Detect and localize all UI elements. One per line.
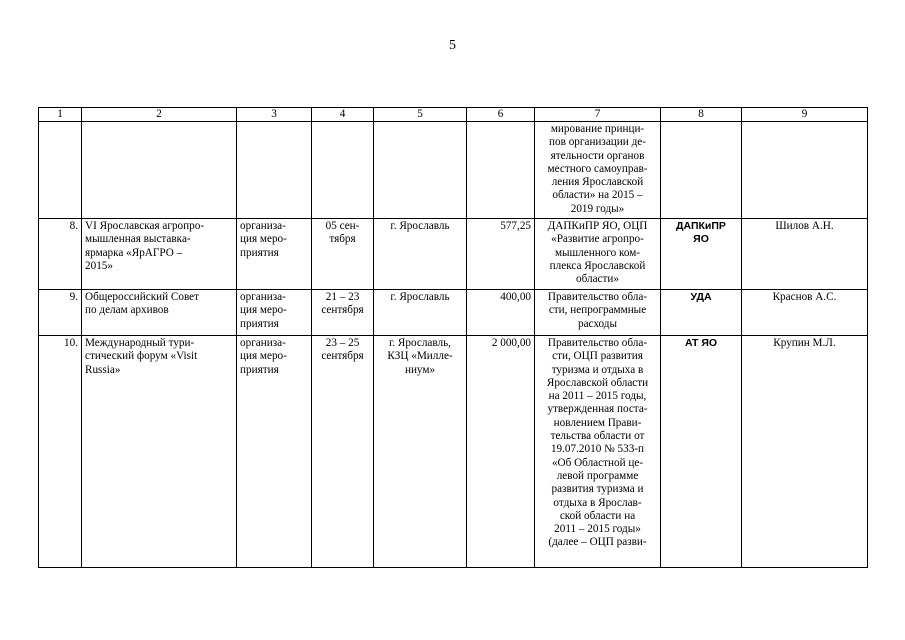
table-row-continuation: [39, 122, 868, 219]
event-amount: 577,25: [467, 219, 535, 290]
participation-type: организа- ция меро- приятия: [237, 336, 312, 568]
participation-type: организа- ция меро- приятия: [237, 290, 312, 336]
event-place: [374, 122, 467, 219]
row-number: 9.: [39, 290, 82, 336]
responsible-person: Шилов А.Н.: [742, 219, 868, 290]
organizer: ДАПКиПР ЯО: [661, 219, 742, 290]
organizer: АТ ЯО: [661, 336, 742, 568]
header-row: [39, 108, 868, 122]
header-cell-1: 1: [39, 108, 82, 122]
header-cell-6: 6: [467, 108, 535, 122]
funding-source: Правительство обла- сти, непрограммные расходы: [535, 290, 661, 336]
events-table: [38, 107, 868, 568]
event-place: г. Ярославль: [374, 290, 467, 336]
funding-source: ДАПКиПР ЯО, ОЦП «Развитие агропро- мышленного ком- плекса Ярославской области»: [535, 219, 661, 290]
header-cell-5: 5: [374, 108, 467, 122]
event-amount: 2 000,00: [467, 336, 535, 568]
table-row-10: [39, 336, 868, 568]
header-cell-8: 8: [661, 108, 742, 122]
header-cell-2: 2: [82, 108, 237, 122]
page-number: 5: [449, 38, 456, 53]
funding-source: Правительство обла- сти, ОЦП развития туризма и отдыха в Ярославской области на 2011 – 2015 годы, утвержденная поста- новлением Прави- тельства области от 19.07.2010 № 533-п «Об Областной це- левой программе развития туризма и отдыха в Ярослав- ской области на 2011 – 2015 годы» (далее – ОЦП разви-: [535, 336, 661, 568]
event-place: г. Ярославль: [374, 219, 467, 290]
event-date: 23 – 25 сентября: [312, 336, 374, 568]
event-amount: 400,00: [467, 290, 535, 336]
header-cell-3: 3: [237, 108, 312, 122]
responsible-person: [742, 122, 868, 219]
responsible-person: Крупин М.Л.: [742, 336, 868, 568]
event-place: г. Ярославль, КЗЦ «Милле- ниум»: [374, 336, 467, 568]
row-number: [39, 122, 82, 219]
responsible-person: Краснов А.С.: [742, 290, 868, 336]
event-name: [82, 122, 237, 219]
event-name: VI Ярославская агропро- мышленная выставка- ярмарка «ЯрАГРО – 2015»: [82, 219, 237, 290]
table-row-9: [39, 290, 868, 336]
event-date: [312, 122, 374, 219]
participation-type: [237, 122, 312, 219]
event-name: Международный тури- стический форум «Visit Russia»: [82, 336, 237, 568]
event-name: Общероссийский Совет по делам архивов: [82, 290, 237, 336]
table-row-8: [39, 219, 868, 290]
header-cell-7: 7: [535, 108, 661, 122]
row-number: 10.: [39, 336, 82, 568]
header-cell-4: 4: [312, 108, 374, 122]
participation-type: организа- ция меро- приятия: [237, 219, 312, 290]
header-cell-9: 9: [742, 108, 868, 122]
organizer: [661, 122, 742, 219]
event-date: 21 – 23 сентября: [312, 290, 374, 336]
row-number: 8.: [39, 219, 82, 290]
organizer: УДА: [661, 290, 742, 336]
event-date: 05 сен- тября: [312, 219, 374, 290]
event-amount: [467, 122, 535, 219]
funding-source: мирование принци- пов организации де- ятельности органов местного самоуправ- ления Ярославской области» на 2015 – 2019 годы»: [535, 122, 661, 219]
